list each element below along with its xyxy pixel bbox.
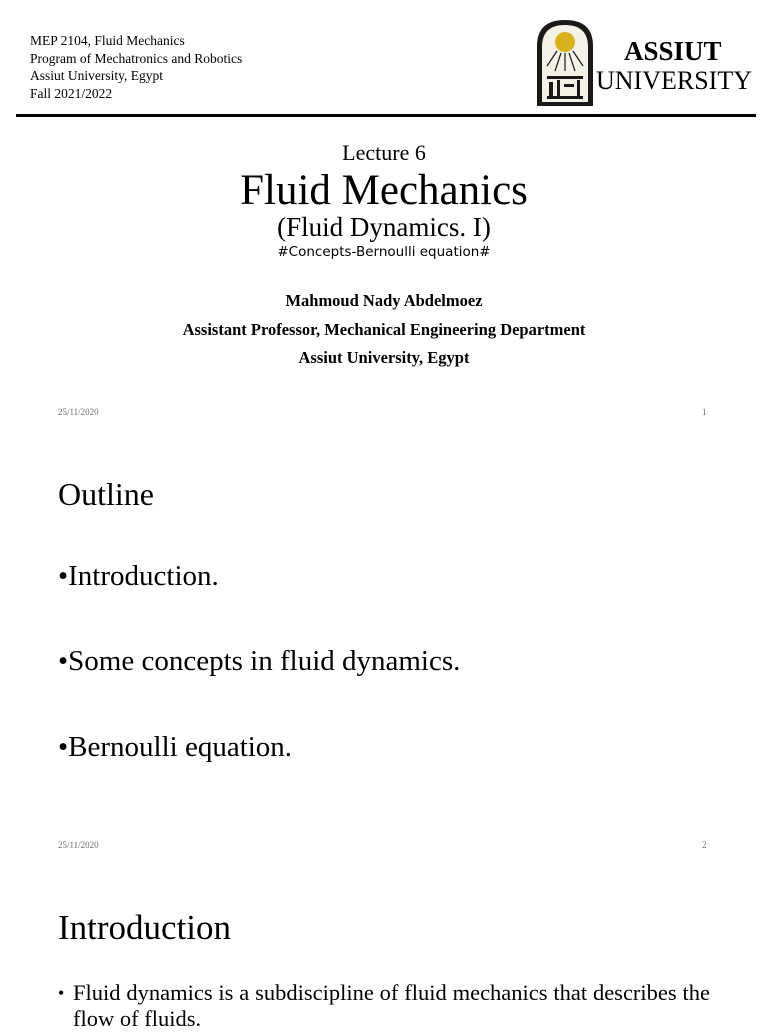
lecture-number: Lecture 6 bbox=[342, 140, 426, 165]
lecture-subtitle: (Fluid Dynamics. I) bbox=[277, 212, 491, 242]
lecture-title: Fluid Mechanics bbox=[240, 167, 528, 214]
slide-page-number: 1 bbox=[702, 407, 707, 417]
university-seal-icon bbox=[533, 16, 597, 108]
author-position: Assistant Professor, Mechanical Engineering Department bbox=[182, 320, 586, 339]
course-info-line: Assiut University, Egypt bbox=[30, 68, 163, 83]
introduction-text: Fluid dynamics is a subdiscipline of fluid mechanics that describes the flow of fluids. bbox=[73, 980, 710, 1031]
author-affiliation: Assiut University, Egypt bbox=[298, 348, 470, 367]
lecture-tagline: #Concepts-Bernoulli equation# bbox=[277, 244, 491, 260]
course-info bbox=[30, 32, 242, 102]
outline-item: •Bernoulli equation. bbox=[58, 731, 293, 763]
logo-wordmark-top: ASSIUT bbox=[624, 36, 722, 66]
header-divider bbox=[16, 114, 756, 117]
outline-item: •Introduction. bbox=[58, 560, 219, 592]
course-info-line: Fall 2021/2022 bbox=[30, 85, 113, 101]
bullet-marker: • bbox=[58, 983, 65, 1003]
introduction-heading: Introduction bbox=[58, 908, 232, 947]
slide-date: 25/11/2020 bbox=[58, 840, 99, 850]
slide-page-number: 2 bbox=[702, 840, 707, 850]
course-info-line: Program of Mechatronics and Robotics bbox=[30, 50, 243, 66]
outline-item: •Some concepts in fluid dynamics. bbox=[58, 645, 461, 677]
outline-heading: Outline bbox=[58, 476, 154, 512]
author-name: Mahmoud Nady Abdelmoez bbox=[285, 291, 483, 310]
slide-date: 25/11/2020 bbox=[58, 407, 99, 417]
course-info-line: MEP 2104, Fluid Mechanics bbox=[30, 33, 185, 48]
logo-wordmark-bottom: UNIVERSITY bbox=[596, 66, 752, 95]
introduction-paragraph bbox=[58, 980, 710, 1032]
